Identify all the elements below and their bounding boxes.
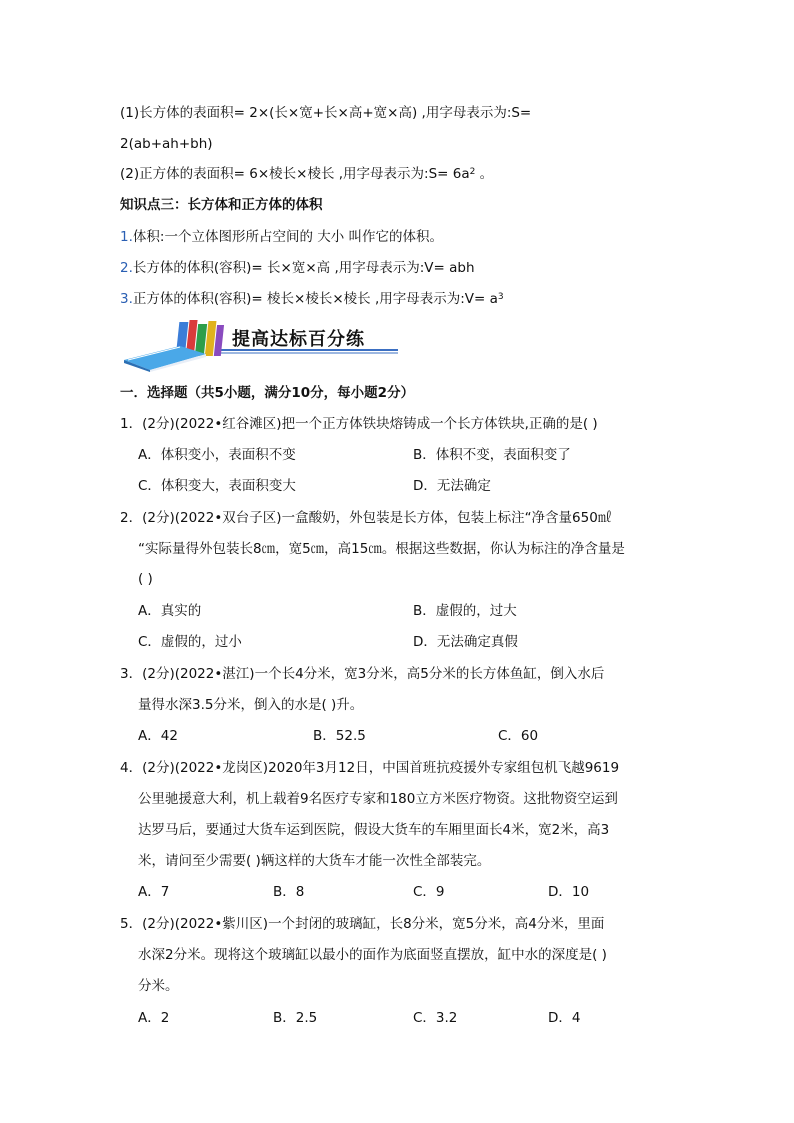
q5-option-b[interactable]: B．2.5 [273,1010,318,1026]
question-3: 3．(2分)(2022•湛江)一个长4分米，宽3分米，高5分米的长方体鱼缸，倒入水后 [120,666,605,682]
label: 正方体的体积(容积)= [132,291,268,307]
label: 叫作它的体积。 [344,229,444,245]
q4-option-b[interactable]: B．8 [273,884,305,900]
q3-option-a[interactable]: A．42 [138,728,178,744]
question-5-line-2: 水深2分米。现将这个玻璃缸以最小的面作为底面竖直摆放，缸中水的深度是( ) [138,947,607,963]
label: (2)正方体的表面积= [120,166,250,182]
q2-option-d[interactable]: D．无法确定真假 [413,634,518,650]
answer: abh [449,260,475,276]
question-4-line-4: 米，请问至少需要( )辆这样的大货车才能一次性全部装完。 [138,853,491,869]
question-2: 2．(2分)(2022•双台子区)一盒酸奶，外包装是长方体，包装上标注“净含量650㎖ [120,510,612,526]
exponent: 2 [469,167,476,177]
punctuation: 。 [475,166,494,182]
q4-option-c[interactable]: C．9 [413,884,445,900]
exponent: 3 [497,292,504,302]
question-2-line-2: “实际量得外包装长8㎝，宽5㎝，高15㎝。根据这些数据，你认为标注的净含量是 [138,541,625,557]
banner-title: 提高达标百分练 [232,329,365,350]
list-number: 1. [120,229,133,245]
section-heading: 一．选择题（共5小题，满分10分，每小题2分） [120,385,415,401]
q5-option-d[interactable]: D．4 [548,1010,581,1026]
answer: 棱长×棱长×棱长 [267,291,371,307]
label: ,用字母表示为:S= [417,105,532,121]
q5-option-a[interactable]: A．2 [138,1010,170,1026]
q1-option-a[interactable]: A．体积变小，表面积不变 [138,447,296,463]
answer: 6×棱长×棱长 [249,166,335,182]
answer: 6a [452,166,470,182]
q2-option-c[interactable]: C．虚假的，过小 [138,634,242,650]
label: 体积:一个立体图形所占空间的 [132,229,318,245]
q1-option-b[interactable]: B．体积不变，表面积变了 [413,447,571,463]
label: (1)长方体的表面积= [120,105,250,121]
answer: 长×宽×高 [267,260,331,276]
question-5-line-3: 分米。 [138,978,179,994]
question-5: 5．(2分)(2022•紫川区)一个封闭的玻璃缸，长8分米，宽5分米，高4分米，里面 [120,916,605,932]
label: 长方体的体积(容积)= [132,260,268,276]
label: ,用字母表示为:S= [334,166,453,182]
question-4-line-3: 达罗马后，要通过大货车运到医院，假设大货车的车厢里面长4米，宽2米，高3 [138,822,610,838]
q4-option-d[interactable]: D．10 [548,884,590,900]
answer: 2×(长×宽+长×高+宽×高) [249,105,418,121]
q2-option-a[interactable]: A．真实的 [138,603,202,619]
q5-option-c[interactable]: C．3.2 [413,1010,458,1026]
label: ,用字母表示为:V= [330,260,450,276]
question-2-line-3: ( ) [138,571,153,587]
knowledge-point-3-title: 知识点三：长方体和正方体的体积 [120,197,323,213]
q2-option-b[interactable]: B．虚假的，过大 [413,603,517,619]
list-number: 2. [120,260,133,276]
q1-option-c[interactable]: C．体积变大，表面积变大 [138,478,296,494]
question-4-line-2: 公里驰援意大利，机上载着9名医疗专家和180立方米医疗物资。这批物资空运到 [138,791,618,807]
q3-option-b[interactable]: B．52.5 [313,728,366,744]
q4-option-a[interactable]: A．7 [138,884,170,900]
question-1: 1．(2分)(2022•红谷滩区)把一个正方体铁块熔铸成一个长方体铁块,正确的是( ) [120,416,598,432]
q1-option-d[interactable]: D．无法确定 [413,478,491,494]
q3-option-c[interactable]: C．60 [498,728,539,744]
surface-area-cube-line [120,164,493,184]
volume-definition-line [120,227,443,247]
answer: a [489,291,498,307]
cube-volume-line [120,289,504,309]
question-3-line-2: 量得水深3.5分米，倒入的水是( )升。 [138,697,364,713]
answer: 大小 [317,229,345,245]
cuboid-volume-line [120,258,475,278]
surface-area-cuboid-formula: 2(ab+ah+bh) [120,136,213,152]
label: ,用字母表示为:V= [370,291,490,307]
surface-area-cuboid-line [120,103,531,123]
question-4: 4．(2分)(2022•龙岗区)2020年3月12日，中国首班抗疫援外专家组包机飞越9619 [120,760,620,776]
list-number: 3. [120,291,133,307]
